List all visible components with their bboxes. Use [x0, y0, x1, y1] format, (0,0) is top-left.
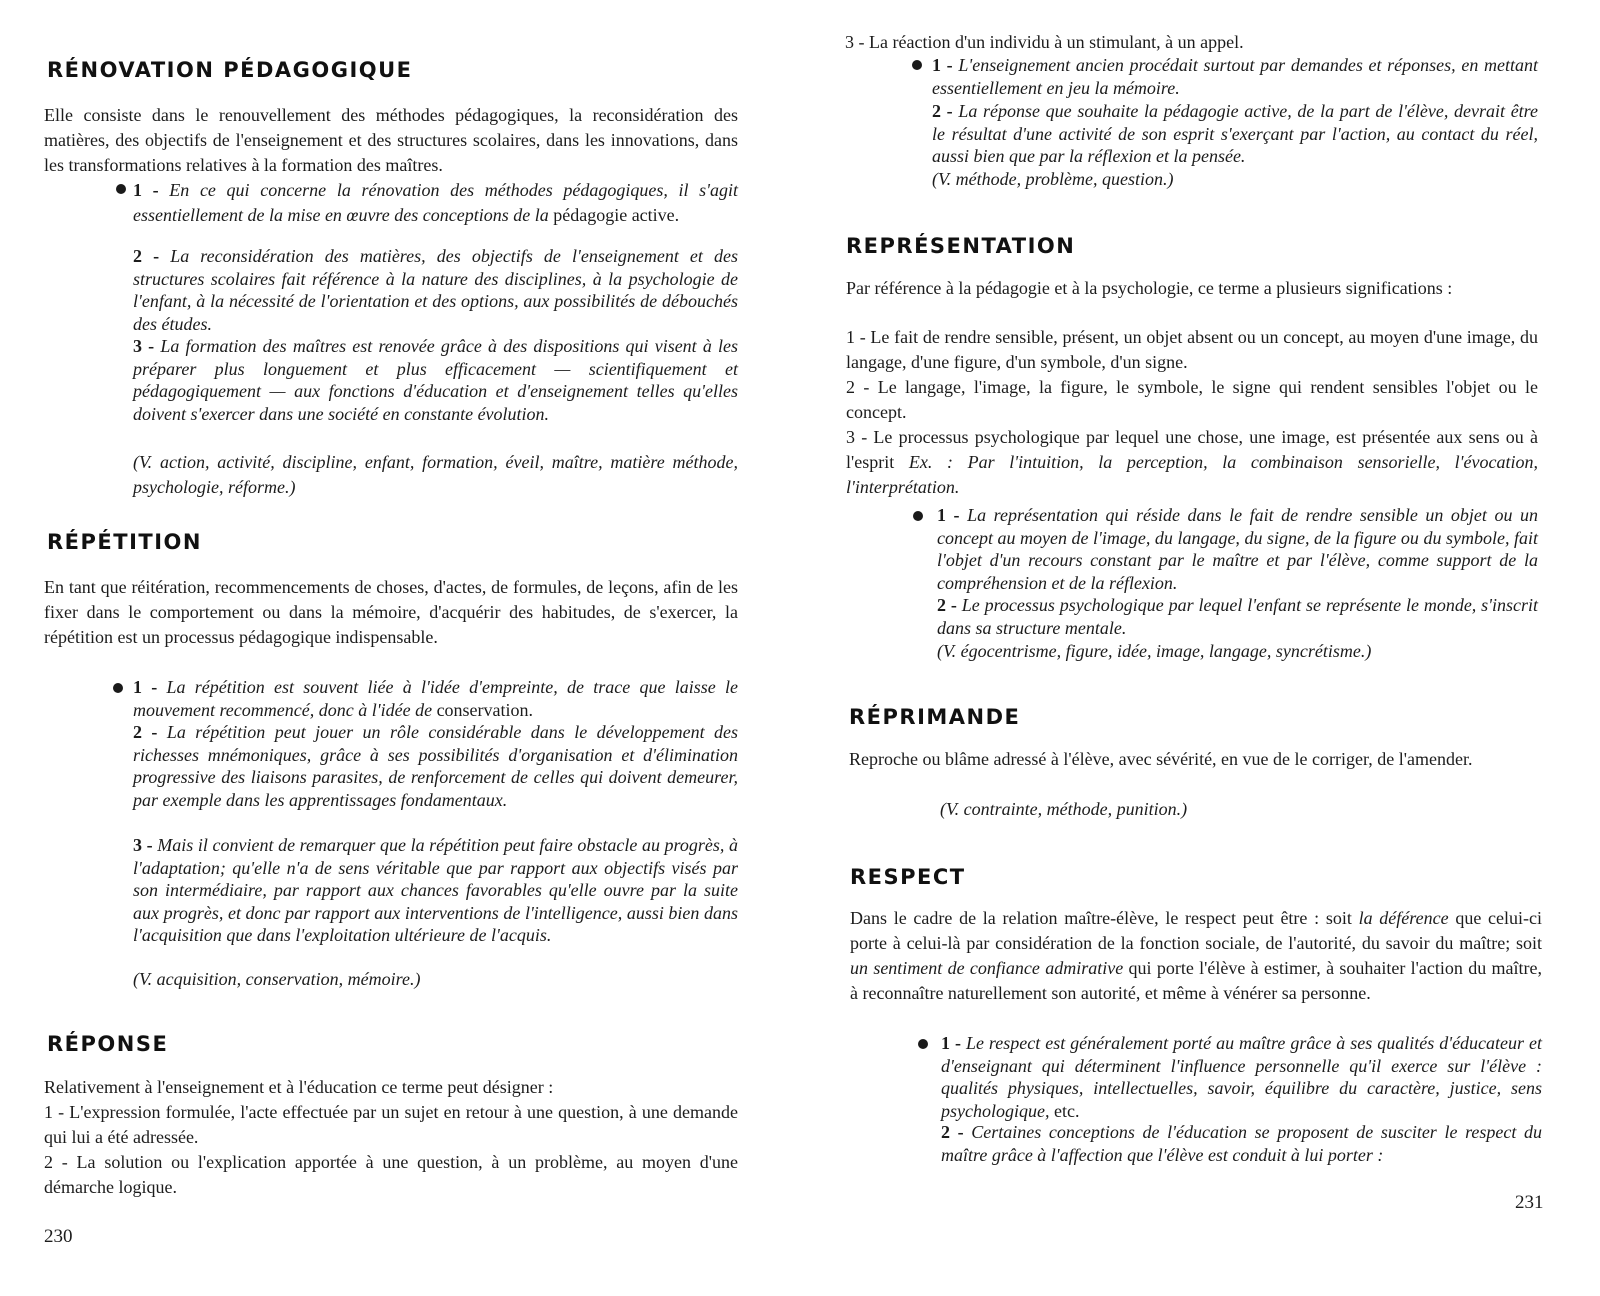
repetition-item-1: 1 - La répétition est souvent liée à l'idée d'empreinte, de trace que laisse le mouvement recommencé, donc à l'idée de conservation.: [133, 677, 739, 720]
representation-definition-3: 3 - Le processus psychologique par lequel une chose, une image, est présentée aux sens ou à l'esprit Ex. : Par l'intuition, la perception, la combinaison sensorielle, l'évocation, l'interprétation.: [846, 427, 1538, 497]
repetition-references: (V. acquisition, conservation, mémoire.): [133, 969, 421, 989]
heading-respect: RESPECT: [850, 865, 966, 889]
heading-repetition: RÉPÉTITION: [47, 530, 202, 554]
page-number-left: 230: [44, 1226, 73, 1247]
renovation-references: (V. action, activité, discipline, enfant, formation, éveil, maître, matière méthode, psychologie, réforme.): [133, 452, 738, 497]
renovation-item-3: 3 - La formation des maîtres est renovée grâce à des dispositions qui visent à les préparer plus longuement et plus efficacement — scientifiquement et pédagogiquement — aux fonctions d'éducation et d'enseignement telles qu'elles doivent s'exercer dans une société en constante évolution.: [133, 336, 738, 424]
reponse-references: (V. méthode, problème, question.): [932, 169, 1174, 189]
bullet-icon: [912, 60, 922, 70]
page-number-right: 231: [1515, 1192, 1544, 1213]
respect-intro: Dans le cadre de la relation maître-élève, le respect peut être : soit la déférence que celui-ci porte à celui-là par considération de la fonction sociale, de l'autorité, du savoir du maître; soit un sentiment de confiance admirative qui porte l'élève à estimer, à souhaiter l'action du maître, à reconnaître naturellement son autorité, et même à vénérer sa personne.: [850, 908, 1543, 1003]
representation-item-2: 2 - Le processus psychologique par lequel l'enfant se représente le monde, s'inscrit dans sa structure mentale.: [937, 595, 1539, 638]
reponse-definition-1: 1 - L'expression formulée, l'acte effectuée par un sujet en retour à une question, à une demande qui lui a été adressée.: [44, 1102, 738, 1147]
reponse-item-1: 1 - L'enseignement ancien procédait surtout par demandes et réponses, en mettant essentiellement en jeu la mémoire.: [932, 55, 1539, 98]
repetition-intro: En tant que réitération, recommencements de choses, d'actes, de formules, de leçons, afin de les fixer dans le comportement ou dans la mémoire, d'acquérir des habitudes, de s'exercer, la répétition est un processus pédagogique indispensable.: [44, 577, 738, 647]
renovation-item-2: 2 - La reconsidération des matières, des objectifs de l'enseignement et des structures scolaires fait référence à la nature des disciplines, à la psychologie de l'enfant, à la nécessité de l'orientation et des options, aux possibilités de débouchés des études.: [133, 246, 738, 334]
representation-definition-1: 1 - Le fait de rendre sensible, présent, un objet absent ou un concept, au moyen d'une image, du langage, d'une figure, d'un symbole, d'un signe.: [846, 327, 1538, 372]
representation-definition-2: 2 - Le langage, l'image, la figure, le symbole, le signe qui rendent sensibles l'objet ou le concept.: [846, 377, 1538, 422]
heading-reprimande: RÉPRIMANDE: [849, 705, 1021, 729]
renovation-item-1: 1 - En ce qui concerne la rénovation des méthodes pédagogiques, il s'agit essentiellement de la mise en œuvre des conceptions de la pédagogie active.: [133, 180, 738, 225]
repetition-item-3: 3 - Mais il convient de remarquer que la répétition peut faire obstacle au progrès, à l'adaptation; qu'elle n'a de sens véritable que par rapport aux objectifs visés par son intermédiaire, par rapport aux chances favorables qu'elle ouvre par la suite aux progrès, et donc par rapport aux interventions de l'intelligence, aussi bien dans l'acquisition que dans l'exploitation ultérieure de l'acquis.: [133, 835, 739, 945]
reponse-intro: Relativement à l'enseignement et à l'éducation ce terme peut désigner :: [44, 1077, 554, 1097]
bullet-icon: [918, 1039, 928, 1049]
bullet-icon: [913, 511, 923, 521]
representation-item-1: 1 - La représentation qui réside dans le fait de rendre sensible un objet ou un concept au moyen de l'image, du langage, du signe, de la figure ou du symbole, fait l'objet d'un recours constant par le maître et par l'élève, comme support de la compréhension et de la réflexion.: [937, 505, 1538, 593]
reponse-item-2: 2 - La réponse que souhaite la pédagogie active, de la part de l'élève, devrait être le résultat d'une activité de son esprit s'exerçant par l'action, au contact du réel, aussi bien que par la réflexion et la pensée.: [932, 101, 1539, 166]
renovation-intro: Elle consiste dans le renouvellement des méthodes pédagogiques, la reconsidération des matières, des objectifs de l'enseignement et des structures scolaires, dans les innovations, dans les transformations relatives à la formation des maîtres.: [44, 105, 738, 175]
bullet-icon: [116, 184, 126, 194]
respect-item-2: 2 - Certaines conceptions de l'éducation se proposent de susciter le respect du maître grâce à l'affection que l'élève est conduit à lui porter :: [941, 1122, 1543, 1165]
reponse-definition-2: 2 - La solution ou l'explication apportée à une question, à un problème, au moyen d'une démarche logique.: [44, 1152, 738, 1197]
representation-references: (V. égocentrisme, figure, idée, image, langage, syncrétisme.): [937, 641, 1372, 661]
heading-renovation-pedagogique: RÉNOVATION PÉDAGOGIQUE: [47, 58, 413, 82]
reprimande-references: (V. contrainte, méthode, punition.): [940, 799, 1188, 819]
reponse-definition-3: 3 - La réaction d'un individu à un stimulant, à un appel.: [845, 32, 1244, 52]
right-page: [800, 0, 1600, 1296]
repetition-item-2: 2 - La répétition peut jouer un rôle considérable dans le développement des richesses mnémoniques, grâce à ses possibilités d'organisation et d'élimination progressive des liaisons parasites, de renforcement de celles qui doivent demeurer, par exemple dans les apprentissages fondamentaux.: [133, 722, 738, 810]
heading-reponse: RÉPONSE: [47, 1032, 169, 1056]
bullet-icon: [113, 683, 123, 693]
respect-item-1: 1 - Le respect est généralement porté au maître grâce à ses qualités d'éducateur et d'enseignant qui déterminent l'influence personnelle qu'il exerce sur l'élève : qualités physiques, intellectuelles, savoir, équilibre du caractère, justice, sens psychologique, etc.: [941, 1033, 1543, 1121]
reprimande-definition: Reproche ou blâme adressé à l'élève, avec sévérité, en vue de le corriger, de l'amender.: [849, 749, 1473, 769]
heading-representation: REPRÉSENTATION: [846, 234, 1076, 258]
representation-intro: Par référence à la pédagogie et à la psychologie, ce terme a plusieurs significations :: [846, 278, 1453, 298]
